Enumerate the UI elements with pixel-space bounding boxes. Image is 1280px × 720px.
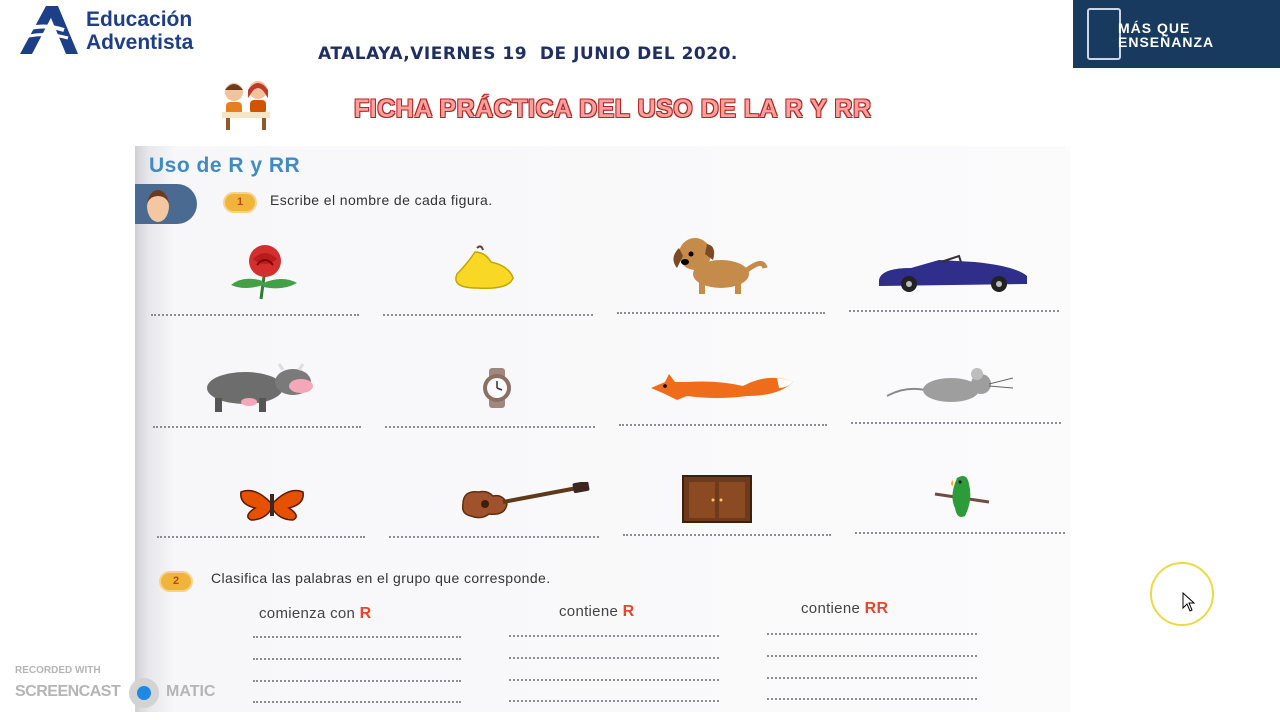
- answer-line[interactable]: [389, 536, 599, 538]
- date-heading: ATALAYA,VIERNES 19 DE JUNIO DEL 2020.: [318, 44, 738, 64]
- wardrobe-icon: [681, 474, 753, 524]
- column-letter: R: [359, 605, 372, 622]
- butterfly-icon: [237, 486, 307, 522]
- student-avatar: [135, 184, 197, 224]
- logo-line1: Educación: [86, 8, 193, 31]
- mas-que-ensenanza-banner: [1073, 0, 1280, 68]
- answer-line[interactable]: [153, 426, 361, 428]
- answer-line[interactable]: [855, 532, 1065, 534]
- mouse-icon: [885, 366, 1015, 406]
- answer-line[interactable]: [767, 677, 977, 679]
- car-icon: [875, 254, 1031, 294]
- banner-line1: MÁS QUE: [1118, 20, 1191, 36]
- dog-icon: [665, 234, 769, 296]
- column-header-contiene-rr: [801, 600, 888, 618]
- answer-line[interactable]: [851, 422, 1061, 424]
- exercise-1-badge: 1: [225, 194, 255, 211]
- answer-line[interactable]: [617, 312, 825, 314]
- pear-icon: [447, 244, 517, 292]
- watch-icon: [471, 368, 523, 408]
- answer-line[interactable]: [509, 635, 719, 637]
- logo-a-icon: [16, 6, 78, 54]
- answer-line[interactable]: [623, 534, 831, 536]
- worksheet: [135, 146, 1070, 712]
- fox-icon: [647, 370, 795, 406]
- mouse-pointer-icon: [1182, 592, 1196, 612]
- column-letter: R: [622, 603, 635, 620]
- exercise-2-badge: 2: [161, 573, 191, 590]
- answer-line[interactable]: [253, 680, 461, 682]
- column-label: comienza con: [259, 605, 356, 622]
- answer-line[interactable]: [383, 314, 593, 316]
- worksheet-title: Uso de R y RR: [149, 154, 301, 177]
- recorder-logo-icon: [129, 678, 159, 708]
- guitar-icon: [459, 482, 591, 522]
- educacion-adventista-logo: [16, 6, 266, 54]
- answer-line[interactable]: [151, 314, 359, 316]
- answer-line[interactable]: [385, 426, 595, 428]
- answer-line[interactable]: [509, 679, 719, 681]
- cow-icon: [199, 362, 317, 414]
- column-label: contiene: [559, 603, 619, 620]
- avatar-face: [147, 190, 169, 222]
- exercise-2-instruction: Clasifica las palabras en el grupo que corresponde.: [211, 570, 551, 586]
- answer-line[interactable]: [509, 657, 719, 659]
- banner-text: [1118, 21, 1214, 49]
- answer-line[interactable]: [767, 698, 977, 700]
- children-studying-icon: [216, 78, 276, 132]
- answer-line[interactable]: [767, 633, 977, 635]
- recorder-brand: SCREENCAST: [15, 683, 121, 700]
- answer-line[interactable]: [849, 310, 1059, 312]
- column-header-contiene-r: [559, 603, 634, 621]
- answer-line[interactable]: [619, 424, 827, 426]
- recorder-caption: RECORDED WITH: [15, 665, 101, 676]
- answer-line[interactable]: [253, 701, 461, 703]
- exercise-1-instruction: Escribe el nombre de cada figura.: [270, 192, 493, 208]
- column-header-comienza-r: [259, 605, 371, 623]
- logo-text: [86, 8, 193, 54]
- ficha-title: FICHA PRÁCTICA DEL USO DE LA R Y RR: [354, 95, 872, 123]
- answer-line[interactable]: [157, 536, 365, 538]
- rose-icon: [225, 241, 305, 301]
- parrot-icon: [933, 472, 991, 522]
- answer-line[interactable]: [767, 655, 977, 657]
- column-letter: RR: [864, 600, 889, 617]
- logo-line2: Adventista: [86, 31, 194, 54]
- recorder-brand-suffix: MATIC: [166, 683, 216, 700]
- banner-line2: ENSEÑANZA: [1118, 34, 1215, 50]
- answer-line[interactable]: [253, 636, 461, 638]
- book-icon: [1087, 8, 1121, 60]
- answer-line[interactable]: [509, 700, 719, 702]
- column-label: contiene: [801, 600, 861, 617]
- answer-line[interactable]: [253, 658, 461, 660]
